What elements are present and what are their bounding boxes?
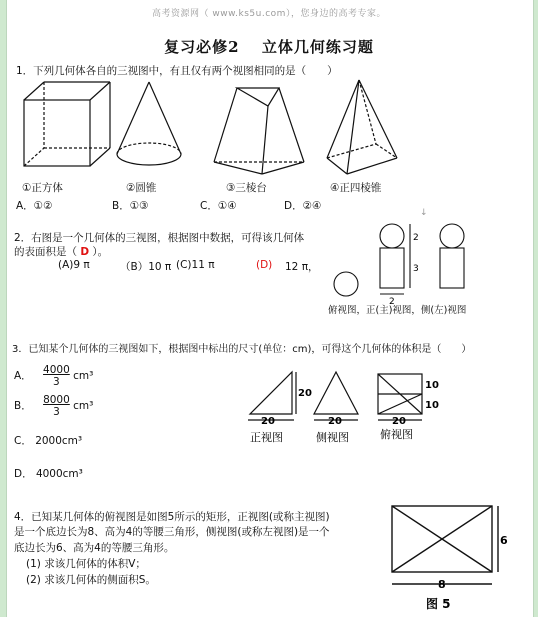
q3-option-d	[14, 466, 83, 481]
q1-option-a: A．①②	[16, 200, 53, 212]
q3-three-views-figure	[244, 368, 448, 446]
q2-dim-width: 2	[389, 297, 395, 307]
q4-line-2: 是一个底边长为8、高为4的等腰三角形，侧视图(或称左视图)是一个	[14, 526, 330, 538]
q4-figure-label: 图 5	[426, 597, 451, 611]
q2-side-view-sphere	[440, 224, 464, 248]
q4-figure-5	[386, 504, 516, 614]
q1-option-d: D．②④	[284, 200, 322, 212]
q3-dim-c: 20	[328, 416, 342, 427]
solid-label-pyramid: ④正四棱锥	[330, 182, 382, 194]
q3-option-b-num: 8000	[43, 394, 70, 406]
q2-stem-line2	[14, 244, 108, 259]
q1-solids-figure	[14, 76, 426, 180]
q3-top-view-label: 俯视图	[380, 428, 413, 441]
q3-option-a-num: 4000	[43, 364, 70, 376]
q3-front-view	[250, 372, 292, 414]
q1-option-b: B．①③	[112, 200, 149, 212]
q3-option-b	[14, 394, 93, 418]
q2-answer: D	[80, 246, 90, 258]
q4-line-4: (1) 求该几何体的体积V；	[26, 558, 146, 570]
q2-stem-line1: 2．右图是一个几何体的三视图，根据图中数据，可得该几何体	[14, 232, 305, 244]
paragraph-mark: ↓	[420, 208, 428, 218]
q1-option-c: C．①④	[200, 200, 237, 212]
q3-option-a-unit: cm³	[73, 370, 94, 382]
q3-option-b-unit: cm³	[73, 400, 94, 412]
q3-option-c-value: 2000cm³	[35, 435, 83, 447]
q3-dim-f: 10	[425, 400, 439, 411]
q2-top-view	[334, 272, 358, 296]
q3-dim-a: 20	[261, 416, 275, 427]
q3-option-d-value: 4000cm³	[35, 468, 83, 480]
solid-label-cone: ②圆锥	[126, 182, 157, 194]
q2-views-caption: 俯视图，正(主)视图，侧(左)视图	[328, 305, 467, 316]
q2-option-b: （B）10 π	[120, 261, 172, 273]
q2-dim-top: 2	[413, 233, 419, 243]
q4-line-5: (2) 求该几何体的侧面积S。	[26, 574, 156, 586]
cube-figure	[24, 82, 110, 166]
q4-dim-height: 6	[500, 534, 508, 547]
q2-option-d-label: (D)	[256, 259, 273, 271]
q2-option-c: (C)11 π	[176, 259, 215, 271]
q2-front-view-cylinder	[380, 248, 404, 288]
q2-three-views-figure	[326, 218, 526, 308]
page-title: 复习必修2 立体几何练习题	[164, 38, 374, 56]
q4-line-1: 4．已知某几何体的俯视图是如图5所示的矩形，正视图(或称主视图)	[14, 511, 330, 523]
pyramid-figure	[327, 80, 397, 174]
q1-stem: 1．下列几何体各自的三视图中，有且仅有两个视图相同的是（ ）	[16, 65, 338, 77]
cone-figure	[117, 82, 181, 165]
q3-option-b-label: B．	[14, 400, 32, 412]
q4-line-3: 底边长为6、高为4的等腰三角形。	[14, 542, 175, 554]
q3-option-a	[14, 364, 93, 388]
q3-option-d-label: D．	[14, 468, 33, 480]
solid-label-cube: ①正方体	[22, 182, 63, 194]
q3-stem: 3．已知某个几何体的三视图如下，根据图中标出的尺寸(单位：cm)，可得这个几何体的体积是（ ）	[12, 344, 472, 355]
q3-option-a-den: 3	[53, 376, 60, 388]
solid-label-frustum: ③三棱台	[226, 182, 267, 194]
q2-option-a: (A)9 π	[58, 259, 90, 271]
q3-option-b-den: 3	[53, 406, 60, 418]
q2-stem-suffix: ）。	[92, 246, 109, 258]
frustum-figure	[214, 88, 304, 174]
q3-dim-e: 10	[425, 380, 439, 391]
q2-side-view-cylinder	[440, 248, 464, 288]
q3-side-view	[314, 372, 358, 414]
q3-front-view-label: 正视图	[250, 431, 283, 444]
q3-option-c	[14, 433, 82, 448]
watermark: 高考资源网（ www.ks5u.com），您身边的高考专家。	[152, 9, 386, 19]
q3-option-c-label: C．	[14, 435, 32, 447]
q3-option-a-label: A．	[14, 370, 32, 382]
q2-option-d-value: 12 π，	[285, 261, 319, 273]
q3-dim-b: 20	[298, 388, 312, 399]
q2-dim-height: 3	[413, 264, 419, 274]
q2-front-view-sphere	[380, 224, 404, 248]
q3-side-view-label: 侧视图	[316, 431, 349, 444]
q4-dim-width: 8	[438, 578, 446, 591]
q2-stem-prefix: 的表面积是（	[14, 246, 77, 258]
q3-dim-d: 20	[392, 416, 406, 427]
